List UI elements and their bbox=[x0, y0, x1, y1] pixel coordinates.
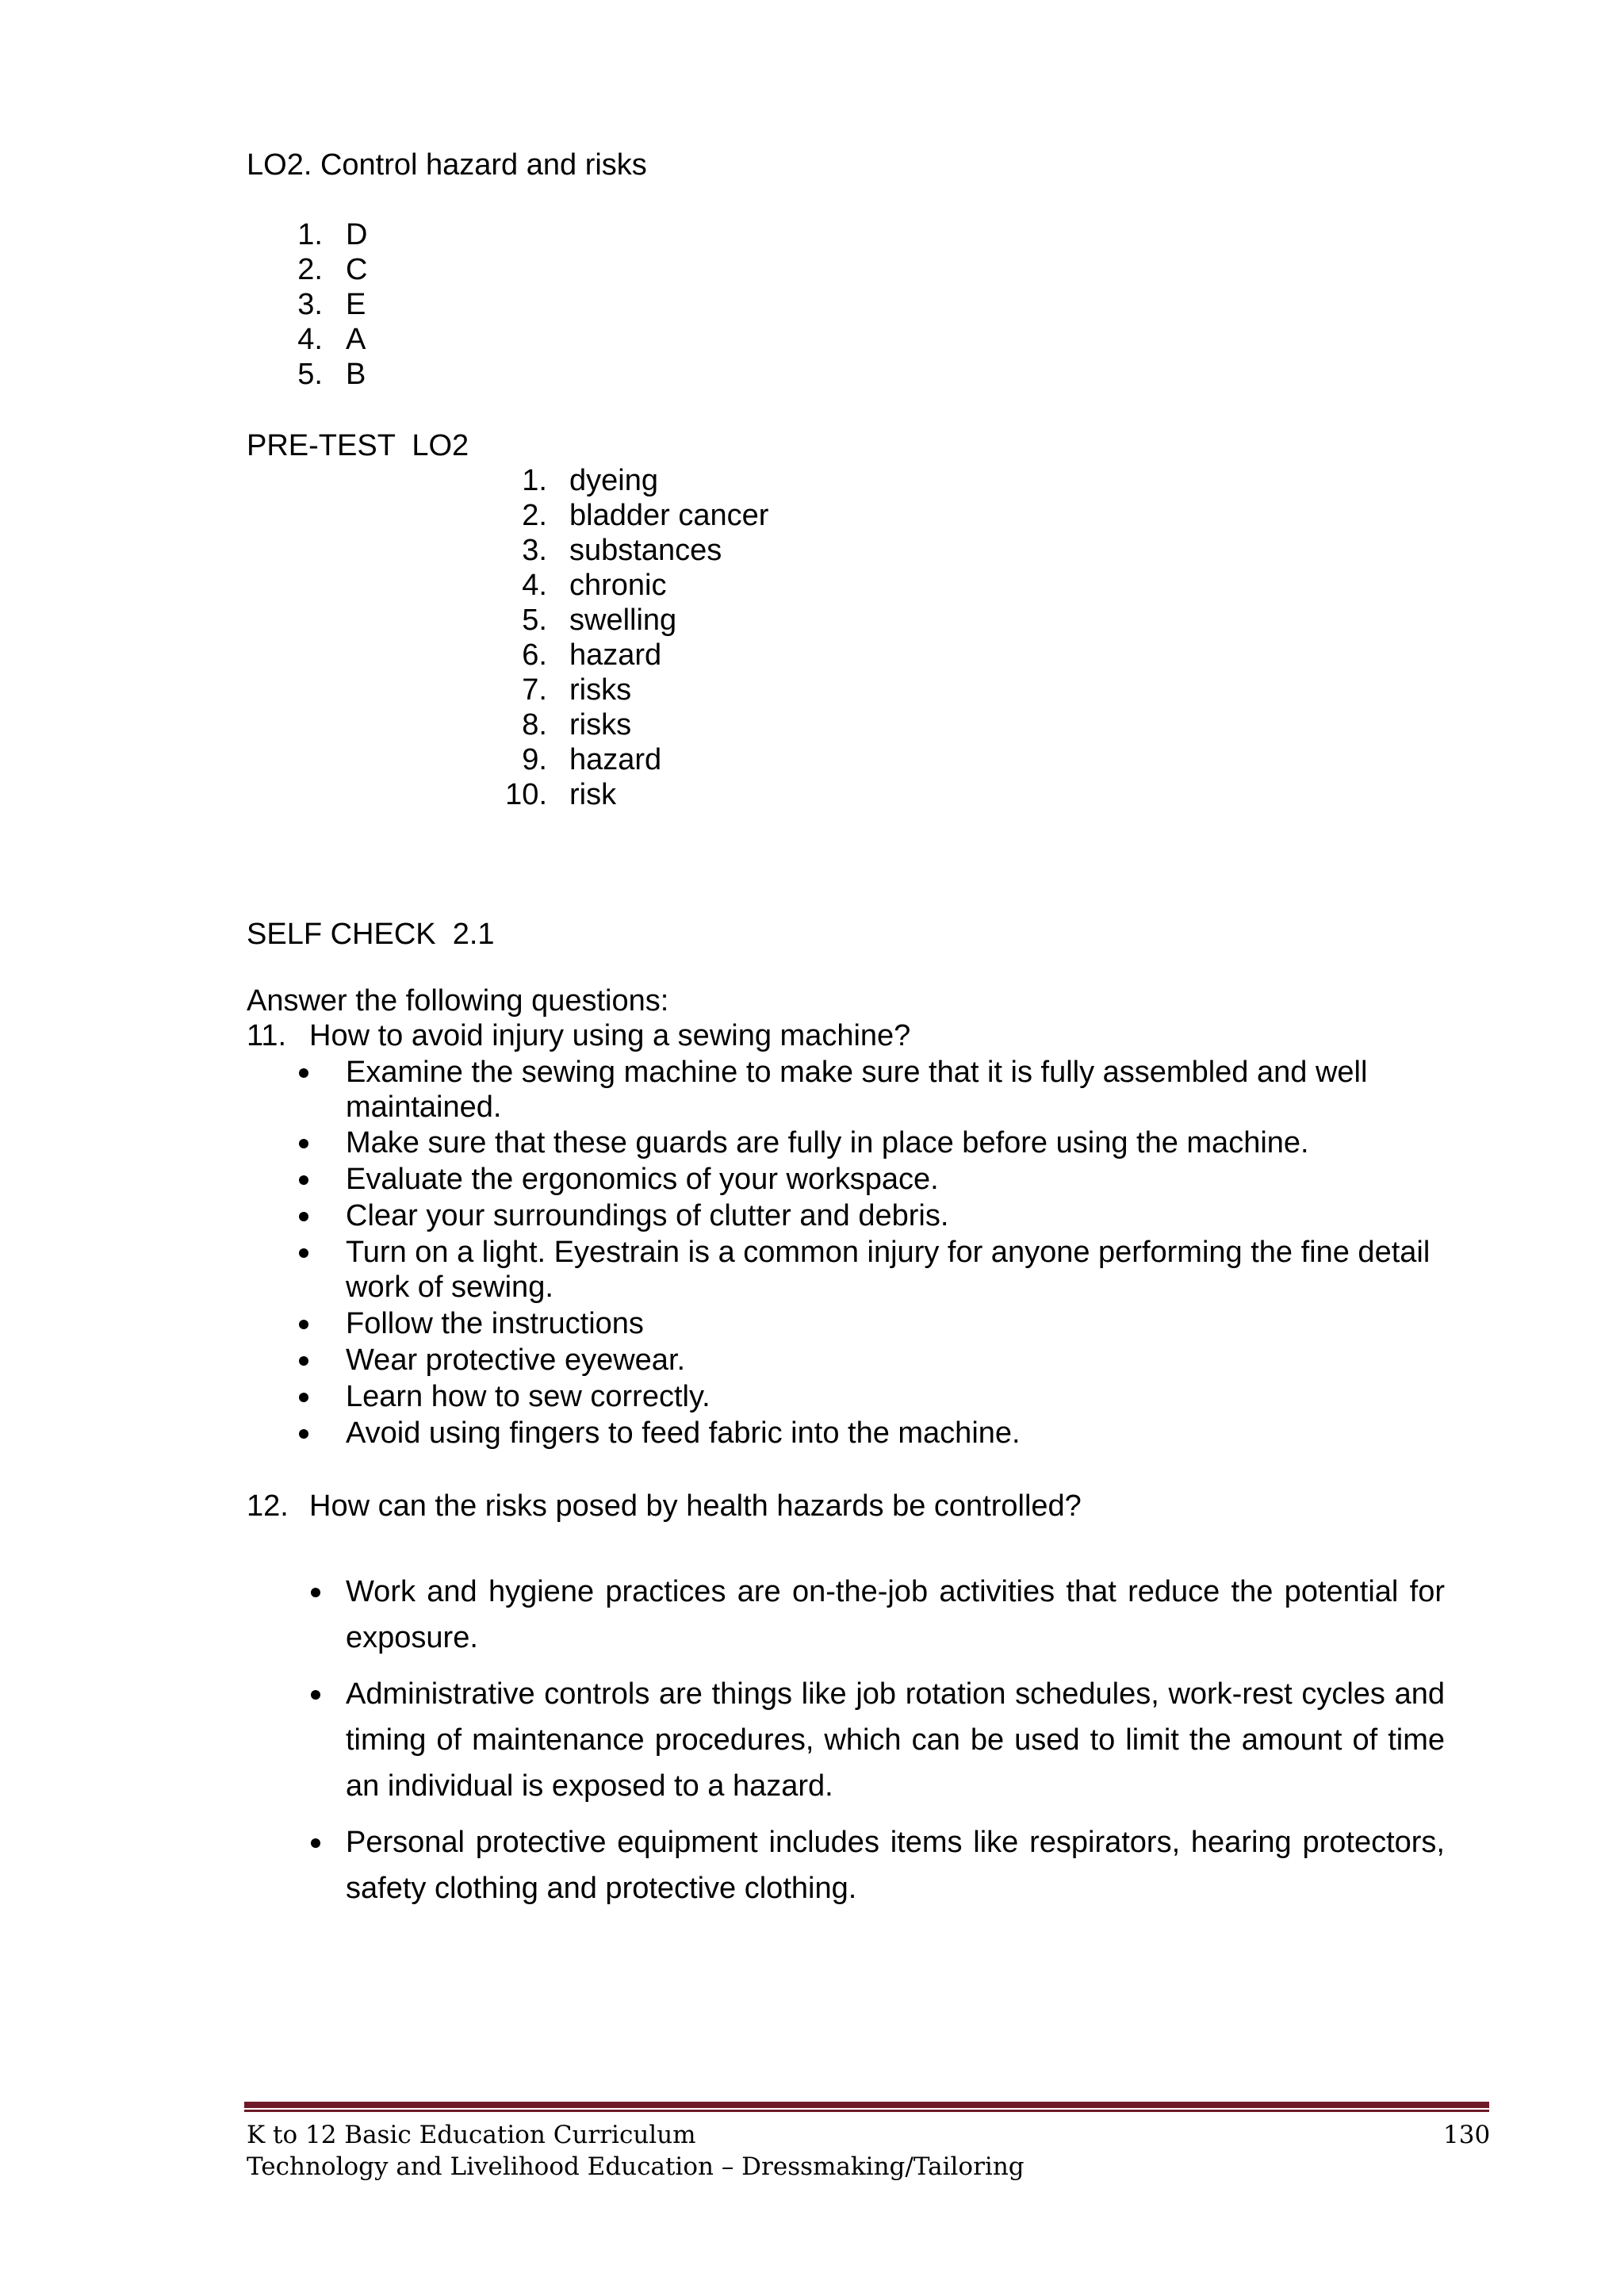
list-item: Evaluate the ergonomics of your workspace. bbox=[346, 1163, 939, 1196]
bullet-icon bbox=[311, 1838, 320, 1848]
list-item: Examine the sewing machine to make sure that it is fully assembled and well maintained. bbox=[346, 1056, 1368, 1124]
bullet-icon bbox=[299, 1356, 308, 1366]
list-item: C bbox=[346, 253, 368, 286]
selfcheck-intro: Answer the following questions: bbox=[247, 984, 669, 1018]
list-item: risk bbox=[569, 778, 617, 811]
list-number: 1. bbox=[297, 218, 323, 251]
list-item: Personal protective equipment includes items like respirators, hearing protectors, safety clothing and protective clothing. bbox=[346, 1826, 1445, 1905]
footer-rule bbox=[244, 2102, 1489, 2108]
list-item: swelling bbox=[569, 604, 677, 637]
list-item: Learn how to sew correctly. bbox=[346, 1380, 710, 1413]
list-item: Make sure that these guards are fully in place before using the machine. bbox=[346, 1126, 1309, 1159]
list-item: Avoid using fingers to feed fabric into the machine. bbox=[346, 1416, 1021, 1450]
bullet-icon bbox=[299, 1320, 308, 1329]
lo2-heading: LO2. Control hazard and risks bbox=[247, 148, 647, 182]
question-text: How to avoid injury using a sewing machine? bbox=[309, 1019, 911, 1052]
list-item: Turn on a light. Eyestrain is a common injury for anyone performing the fine detail work of sewing. bbox=[346, 1236, 1431, 1304]
bullet-icon bbox=[311, 1690, 320, 1700]
list-number: 3. bbox=[297, 288, 323, 321]
bullet-icon bbox=[299, 1175, 308, 1185]
list-item: Work and hygiene practices are on-the-job activities that reduce the potential for exposure. bbox=[346, 1575, 1445, 1654]
list-number: 4. bbox=[522, 569, 547, 602]
bullet-icon bbox=[311, 1588, 320, 1597]
list-item: Clear your surroundings of clutter and debris. bbox=[346, 1199, 949, 1232]
list-number: 7. bbox=[522, 673, 547, 707]
list-number: 2. bbox=[297, 253, 323, 286]
list-item: B bbox=[346, 358, 366, 391]
list-item: hazard bbox=[569, 743, 662, 776]
list-number: 10. bbox=[505, 778, 547, 811]
bullet-icon bbox=[299, 1068, 308, 1078]
list-item: hazard bbox=[569, 638, 662, 672]
question-text: How can the risks posed by health hazards be controlled? bbox=[309, 1489, 1082, 1523]
list-item: risks bbox=[569, 708, 632, 742]
list-number: 5. bbox=[522, 604, 547, 637]
list-number: 4. bbox=[297, 323, 323, 356]
bullet-icon bbox=[299, 1212, 308, 1221]
list-item: E bbox=[346, 288, 366, 321]
list-item: chronic bbox=[569, 569, 667, 602]
list-number: 3. bbox=[522, 534, 547, 567]
page-number: 130 bbox=[1443, 2121, 1491, 2149]
bullet-icon bbox=[299, 1139, 308, 1148]
list-number: 9. bbox=[522, 743, 547, 776]
selfcheck-heading: SELF CHECK 2.1 bbox=[247, 918, 495, 951]
list-item: Follow the instructions bbox=[346, 1307, 644, 1340]
question-number: 11. bbox=[247, 1019, 287, 1052]
bullet-icon bbox=[299, 1393, 308, 1402]
bullet-icon bbox=[299, 1248, 308, 1258]
pretest-heading: PRE-TEST LO2 bbox=[247, 429, 469, 462]
list-item: dyeing bbox=[569, 464, 658, 497]
list-item: substances bbox=[569, 534, 722, 567]
list-number: 2. bbox=[522, 499, 547, 532]
list-item: Administrative controls are things like job rotation schedules, work-rest cycles and timing of maintenance procedures, which can be used to limit the amount of time an individual is exposed to a hazard. bbox=[346, 1677, 1445, 1803]
list-number: 1. bbox=[522, 464, 547, 497]
footer-subject: Technology and Livelihood Education – Dressmaking/Tailoring bbox=[247, 2152, 1025, 2181]
question-number: 12. bbox=[247, 1489, 289, 1523]
list-item: bladder cancer bbox=[569, 499, 769, 532]
footer-curriculum: K to 12 Basic Education Curriculum bbox=[247, 2121, 696, 2149]
footer-rule-thin bbox=[244, 2110, 1489, 2112]
list-item: A bbox=[346, 323, 366, 356]
list-number: 8. bbox=[522, 708, 547, 742]
bullet-icon bbox=[299, 1429, 308, 1439]
list-item: Wear protective eyewear. bbox=[346, 1343, 686, 1377]
list-number: 5. bbox=[297, 358, 323, 391]
list-item: risks bbox=[569, 673, 632, 707]
list-number: 6. bbox=[522, 638, 547, 672]
list-item: D bbox=[346, 218, 368, 251]
